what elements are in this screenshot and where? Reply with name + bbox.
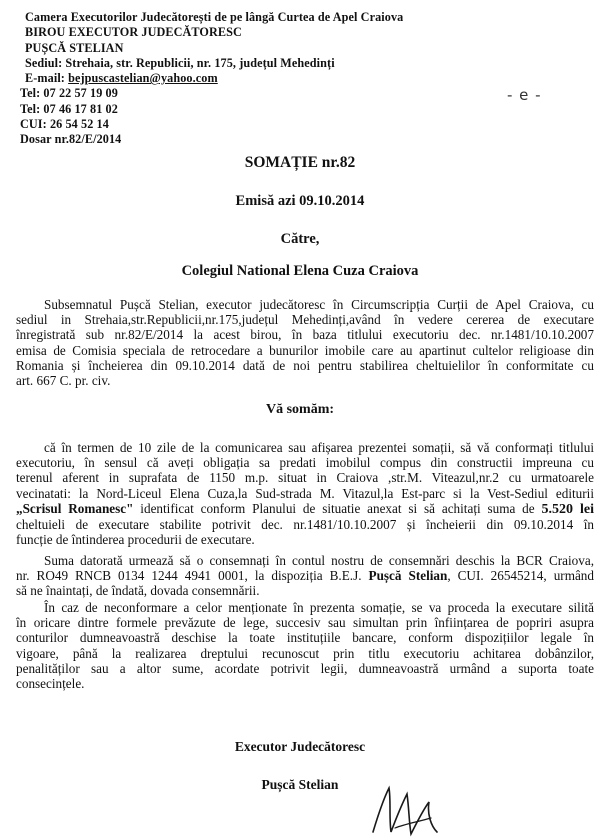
recipient-name: Colegiul National Elena Cuza Craiova (181, 263, 419, 279)
summons-line: cheltuieli de executare stabilite potrivit dec. nr.1481/10.10.2007 și încheierii din 09.10.2014 în (16, 517, 594, 533)
summons-line: funcție de întinderea procedurii de executare. (16, 532, 255, 548)
office-address: Sediul: Strehaia, str. Republicii, nr. 175, județul Mehedinți (25, 55, 335, 70)
cui: CUI: 26 54 52 14 (20, 117, 109, 132)
intro-line: Romania și încheierea din 09.10.2014 dată de noi pentru stabilirea cheltuielilor în conformitate cu (16, 357, 594, 373)
account-text: nr. RO49 RNCB 0134 1244 4941 0001, la dispoziția B.E.J. (16, 568, 369, 584)
issue-date: Emisă azi 09.10.2014 (235, 193, 365, 209)
summons-text: identificat conform Planului de situatie anexat si să achitați suma de (133, 500, 542, 516)
warning-line: în oricare dintre formele prevăzute de lege, succesiv sau simultan prin înființarea de popriri asupra (16, 615, 594, 631)
signatory-role: Executor Judecătoresc (234, 739, 366, 754)
intro-paragraph (16, 297, 594, 388)
to-label: Către, (280, 231, 320, 247)
email-link[interactable]: bejpuscastelian@yahoo.com (68, 71, 218, 86)
payment-line: Suma datorată urmează să o consemnați în contul nostru de consemnări deschis la BCR Craiova, (44, 553, 594, 568)
executor-ref: Pușcă Stelian (368, 568, 448, 584)
letterhead (20, 10, 490, 148)
phone-2: Tel: 07 46 17 81 02 (20, 101, 118, 116)
intro-line: Subsemnatul Pușcă Stelian, executor judecătoresc în Circumscripția Curții de Apel Craiova, cu (44, 297, 594, 312)
warning-line: consecințele. (16, 676, 85, 692)
summons-line (16, 501, 594, 517)
payment-paragraph (16, 553, 594, 599)
warning-line: conturilor dumneavoastră deschise la toate instituțiile bancare, conform dispozițiilor legale în (16, 630, 594, 646)
chamber-name: Camera Executorilor Judecătorești de pe lângă Curtea de Apel Craiova (25, 10, 404, 24)
document-title: SOMAȚIE nr.82 (244, 154, 356, 171)
amount-due: 5.520 lei (541, 501, 594, 517)
summons-line: executoriu, în sensul că aveți obligația sa predati imobilul compus din constructii impreuna cu (16, 455, 594, 471)
case-number: Dosar nr.82/E/2014 (20, 132, 122, 147)
cui-text: , CUI. 26545214, urmând (447, 568, 594, 584)
handwritten-mark: - e - (507, 86, 542, 104)
email-label: E-mail: (25, 71, 69, 86)
office-name: BIROU EXECUTOR JUDECĂTORESC (25, 25, 242, 40)
summons-line: că în termen de 10 zile de la comunicarea sau afișarea prezentei somații, să vă conformați titlului (44, 440, 594, 455)
executor-name: PUȘCĂ STELIAN (25, 40, 124, 55)
summons-paragraph (16, 440, 594, 547)
intro-line: emisa de Comisia speciala de retrocedare a bunurilor imobile care au apartinut cultelor religioase din (16, 342, 594, 358)
warning-line: vigoare, până la realizarea dreptului recunoscut prin titlu executoriu achitarea dobânzilor, (16, 645, 594, 661)
email-line (20, 71, 490, 86)
warning-line: penalităților sau a altor sume, acordate potrivit legii, dumneavoastră urmând a suporta toate (16, 660, 594, 676)
summons-heading: Vă somăm: (265, 402, 335, 417)
phone-1: Tel: 07 22 57 19 09 (20, 86, 118, 101)
warning-paragraph (16, 600, 594, 691)
publisher-name: „Scrisul Romanesc" (16, 500, 134, 516)
signatory-name: Pușcă Stelian (261, 777, 339, 792)
warning-line: În caz de neconformare a celor menționate în prezenta somație, se va proceda la executare silită (44, 600, 594, 615)
intro-line: înregistrată sub nr.82/E/2014 la acest birou, în baza titlului executoriu dec. nr.1481/10.10.2007 (16, 327, 594, 343)
intro-line: art. 667 C. pr. civ. (16, 373, 111, 389)
summons-line: terenul aferent in suprafata de 1150 m.p. situat in Craiova ,str.M. Viteazul,nr.2 cu urmatoarele (16, 470, 594, 486)
handwritten-signature (365, 782, 475, 840)
payment-line: să ne înaintați, de îndată, dovada consemnării. (16, 583, 260, 599)
payment-line (16, 568, 594, 583)
summons-line: vecinatati: la Nord-Liceul Elena Cuza,la Sud-strada M. Vitazul,la Est-parc si la Vest-Sediul editurii (16, 485, 594, 501)
intro-line: sediul in Strehaia,str.Republicii,nr.175,județul Mehedinți,având în vedere cererea de executare (16, 312, 594, 328)
